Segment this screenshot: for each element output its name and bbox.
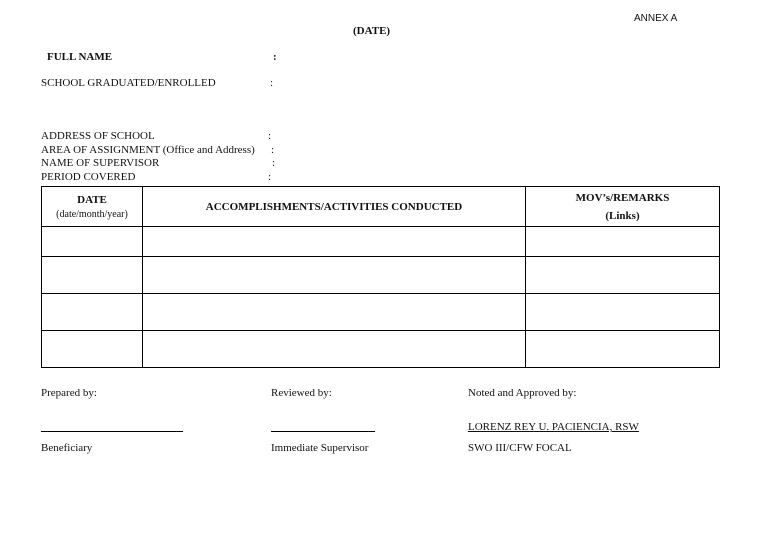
- supervisor-signature-line: [271, 431, 375, 432]
- col-accomplishments-header: ACCOMPLISHMENTS/ACTIVITIES CONDUCTED: [143, 187, 526, 227]
- col-date-title: DATE: [77, 193, 107, 206]
- school-label: SCHOOL GRADUATED/ENROLLED: [41, 77, 216, 89]
- cell-accomplishment[interactable]: [143, 294, 526, 331]
- annex-label: ANNEX A: [634, 13, 678, 24]
- col-movs-title: MOV’s/REMARKS: [575, 191, 670, 204]
- cell-accomplishment[interactable]: [143, 331, 526, 368]
- cell-accomplishment[interactable]: [143, 257, 526, 294]
- reviewed-by-label: Reviewed by:: [271, 387, 332, 399]
- immediate-supervisor-label: Immediate Supervisor: [271, 442, 369, 454]
- period-colon: :: [268, 171, 272, 183]
- approver-title: SWO III/CFW FOCAL: [468, 442, 572, 454]
- col-movs-header: [526, 187, 720, 227]
- approver-name: LORENZ REY U. PACIENCIA, RSW: [468, 421, 639, 433]
- beneficiary-label: Beneficiary: [41, 442, 93, 454]
- cell-movs[interactable]: [526, 227, 720, 257]
- full-name-colon: :: [273, 51, 277, 63]
- table-header-row: [42, 187, 720, 227]
- supervisor-colon: :: [272, 157, 276, 169]
- accomplishment-table: [41, 186, 720, 368]
- address-label: ADDRESS OF SCHOOL: [41, 130, 155, 142]
- noted-by-label: Noted and Approved by:: [468, 387, 577, 399]
- prepared-by-label: Prepared by:: [41, 387, 97, 399]
- address-colon: :: [268, 130, 272, 142]
- cell-movs[interactable]: [526, 331, 720, 368]
- school-colon: :: [270, 77, 274, 89]
- col-movs-subtitle: (Links): [605, 209, 640, 222]
- cell-movs[interactable]: [526, 257, 720, 294]
- table-row: [42, 257, 720, 294]
- col-date-header: [42, 187, 143, 227]
- cell-date[interactable]: [42, 227, 143, 257]
- cell-movs[interactable]: [526, 294, 720, 331]
- period-label: PERIOD COVERED: [41, 171, 136, 183]
- date-title: (DATE): [353, 25, 391, 37]
- cell-date[interactable]: [42, 257, 143, 294]
- col-date-subtitle: (date/month/year): [56, 208, 128, 220]
- supervisor-label: NAME OF SUPERVISOR: [41, 157, 160, 169]
- table-row: [42, 331, 720, 368]
- cell-accomplishment[interactable]: [143, 227, 526, 257]
- table-row: [42, 227, 720, 257]
- cell-date[interactable]: [42, 331, 143, 368]
- table-row: [42, 294, 720, 331]
- cell-date[interactable]: [42, 294, 143, 331]
- area-colon: :: [271, 144, 275, 156]
- beneficiary-signature-line: [41, 431, 183, 432]
- area-label: AREA OF ASSIGNMENT (Office and Address): [41, 144, 255, 156]
- full-name-label: FULL NAME: [47, 51, 113, 63]
